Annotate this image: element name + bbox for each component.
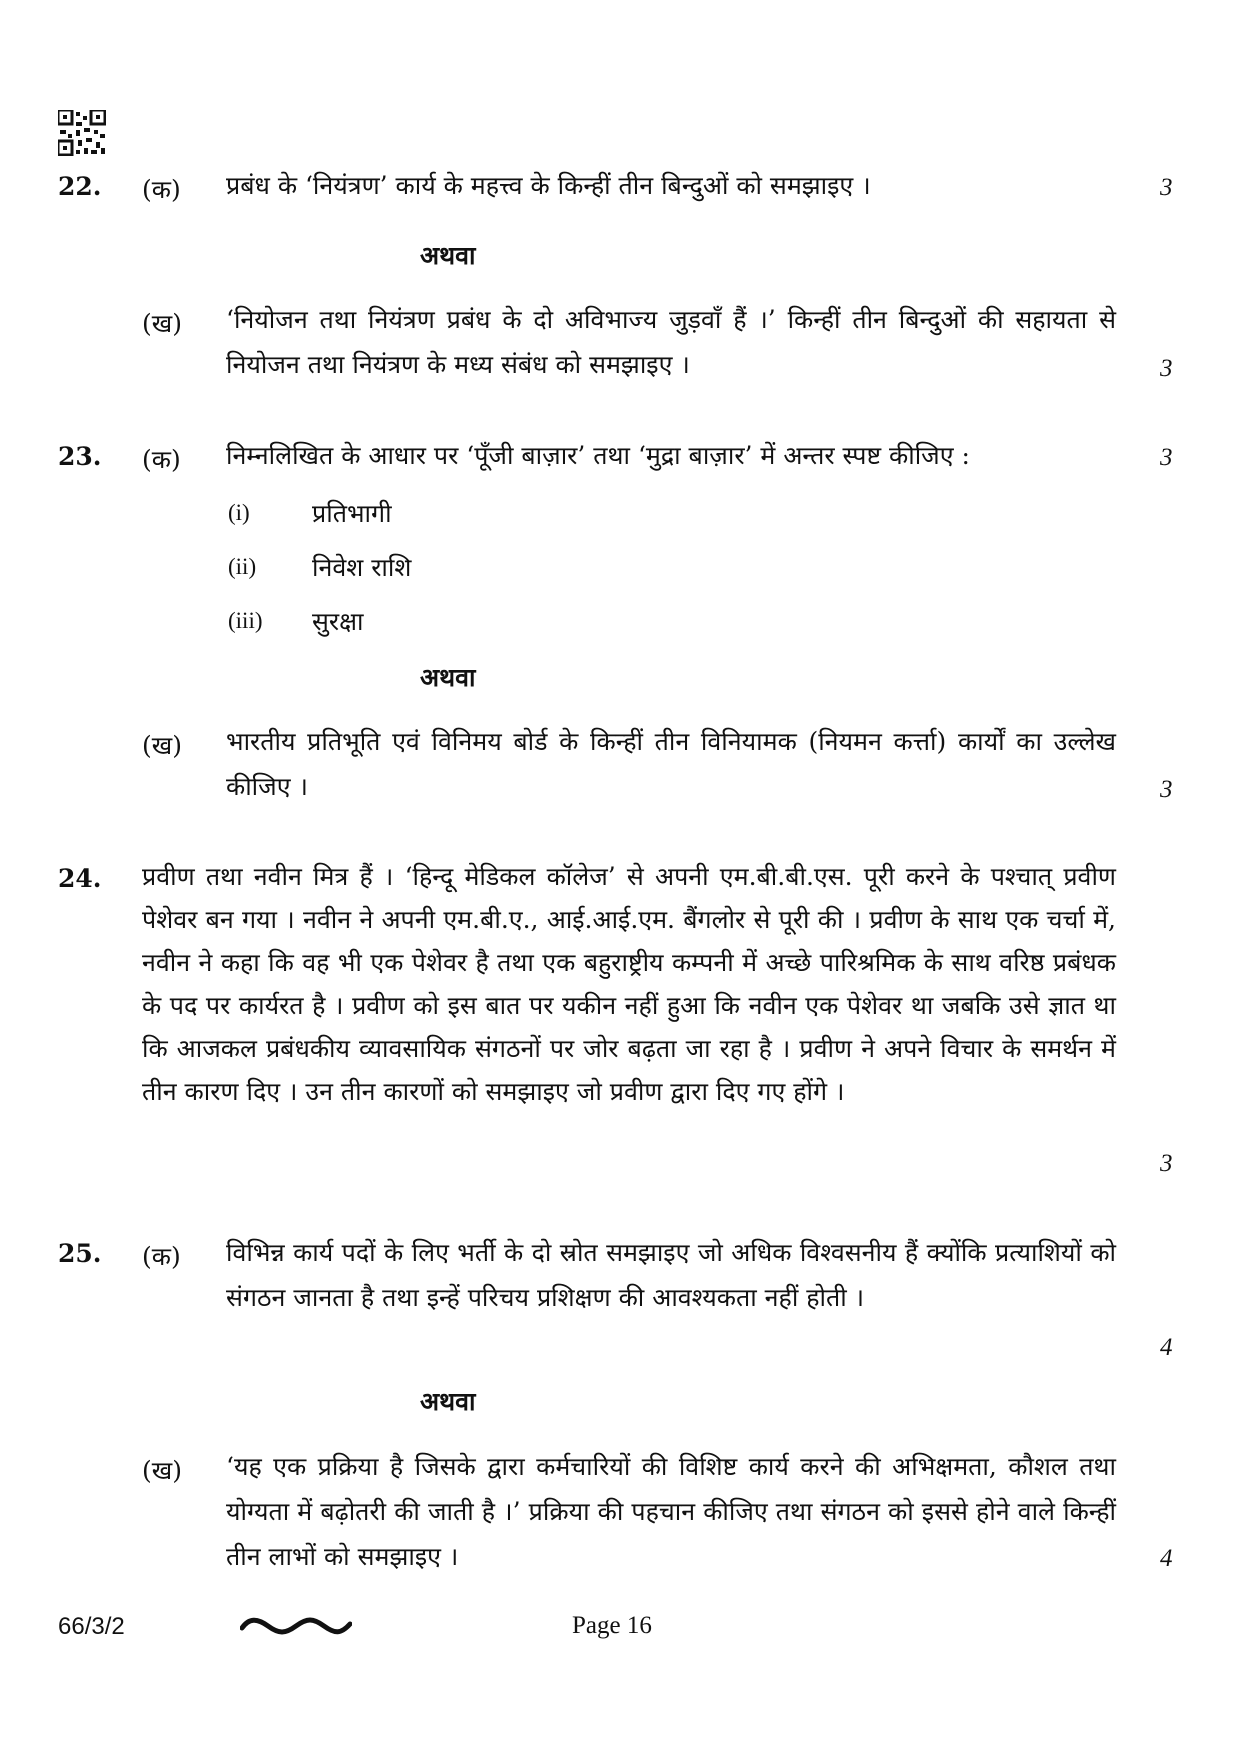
question-text-23b: भारतीय प्रतिभूति एवं विनिमय बोर्ड के किन्हीं तीन विनियामक (नियमन कर्त्ता) कार्यों का उल्लेख कीजिए । xyxy=(226,727,1116,801)
question-text-23a: निम्नलिखित के आधार पर ‘पूँजी बाज़ार’ तथा ‘मुद्रा बाज़ार’ में अन्तर स्पष्ट कीजिए : xyxy=(226,441,970,470)
sub-label-22a: (क) xyxy=(142,175,181,204)
question-text-25b: ‘यह एक प्रक्रिया है जिसके द्वारा कर्मचारियों की विशिष्ट कार्य करने की अभिक्षमता, कौशल तथा योग्यता में बढ़ोतरी की जाती है ।’ प्रक्रिया की पहचान कीजिए तथा संगठन को इससे होने वाले किन्हीं तीन लाभों को समझाइए । xyxy=(226,1452,1116,1571)
question-text-22b: ‘नियोजन तथा नियंत्रण प्रबंध के दो अविभाज्य जुड़वाँ हैं ।’ किन्हीं तीन बिन्दुओं की सहायता से नियोजन तथा नियंत्रण के मध्य संबंध को समझाइए । xyxy=(226,305,1116,379)
list-item-text: प्रतिभागी xyxy=(312,499,392,528)
question-number-23: 23. xyxy=(58,442,102,471)
list-item-label: (iii) xyxy=(228,608,263,633)
marks-22b: 3 xyxy=(1160,355,1173,382)
sub-label-25b: (ख) xyxy=(142,1456,182,1485)
question-text-22a: प्रबंध के ‘नियंत्रण’ कार्य के महत्त्व के किन्हीं तीन बिन्दुओं को समझाइए । xyxy=(226,171,871,200)
or-divider-25: अथवा xyxy=(420,1387,476,1416)
paper-code: 66/3/2 xyxy=(58,1613,125,1640)
wave-ornament-icon xyxy=(240,1614,352,1636)
list-item-label: (ii) xyxy=(228,554,257,579)
question-number-22: 22. xyxy=(58,172,102,201)
question-number-25: 25. xyxy=(58,1239,102,1268)
or-divider-23: अथवा xyxy=(420,663,476,692)
list-item-label: (i) xyxy=(228,500,250,525)
marks-23a: 3 xyxy=(1160,444,1173,471)
question-number-24: 24. xyxy=(58,864,102,893)
sub-label-23b: (ख) xyxy=(142,731,182,760)
marks-25a: 4 xyxy=(1160,1334,1173,1361)
marks-25b: 4 xyxy=(1160,1545,1173,1572)
list-item-text: सुरक्षा xyxy=(312,607,364,636)
marks-23b: 3 xyxy=(1160,776,1173,803)
sub-label-25a: (क) xyxy=(142,1242,181,1271)
question-text-25a: विभिन्न कार्य पदों के लिए भर्ती के दो स्रोत समझाइए जो अधिक विश्वसनीय हैं क्योंकि प्रत्याशियों को संगठन जानता है तथा इन्हें परिचय प्रशिक्षण की आवश्यकता नहीं होती । xyxy=(226,1238,1116,1312)
list-item-text: निवेश राशि xyxy=(312,553,412,582)
marks-24: 3 xyxy=(1160,1150,1173,1177)
qr-code-icon xyxy=(58,110,106,156)
question-text-24: प्रवीण तथा नवीन मित्र हैं । ‘हिन्दू मेडिकल कॉलेज’ से अपनी एम.बी.बी.एस. पूरी करने के पश्चात् प्रवीण पेशेवर बन गया । नवीन ने अपनी एम.बी.ए., आई.आई.एम. बैंगलोर से पूरी की । प्रवीण के साथ एक चर्चा में, नवीन ने कहा कि वह भी एक पेशेवर है तथा एक बहुराष्ट्रीय कम्पनी में अच्छे पारिश्रमिक के साथ वरिष्ठ प्रबंधक के पद पर कार्यरत है । प्रवीण को इस बात पर यकीन नहीं हुआ कि नवीन एक पेशेवर था जबकि उसे ज्ञात था कि आजकल प्रबंधकीय व्यावसायिक संगठनों पर जोर बढ़ता जा रहा है । प्रवीण ने अपने विचार के समर्थन में तीन कारण दिए । उन तीन कारणों को समझाइए जो प्रवीण द्वारा दिए गए होंगे । xyxy=(142,862,1116,1106)
or-divider-22: अथवा xyxy=(420,241,476,270)
sub-label-22b: (ख) xyxy=(142,309,182,338)
page-number: Page 16 xyxy=(572,1612,652,1639)
sub-label-23a: (क) xyxy=(142,445,181,474)
marks-22a: 3 xyxy=(1160,174,1173,201)
